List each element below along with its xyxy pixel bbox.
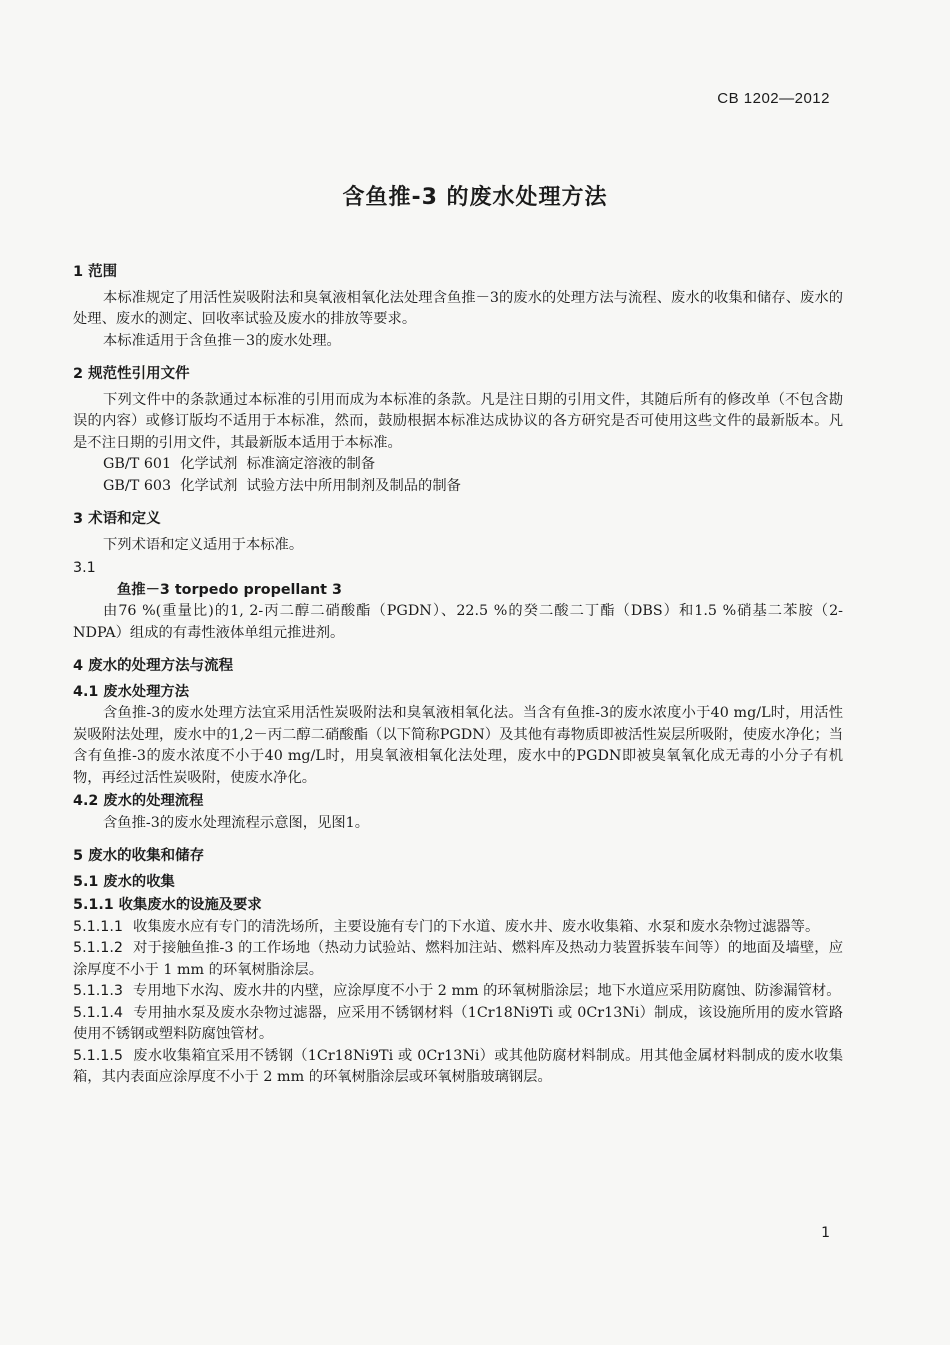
document-body <box>73 256 843 1089</box>
paragraph: 下列术语和定义适用于本标准。 <box>103 536 304 553</box>
clause-number: 5.1.1.1 <box>73 918 124 935</box>
paragraph: 本标准规定了用活性炭吸附法和臭氧液相氧化法处理含鱼推－3的废水的处理方法与流程、废水的收集和储存、废水的处理、废水的测定、回收率试验及废水的排放等要求。 <box>73 289 843 327</box>
reference-item: GB/T 603 化学试剂 试验方法中所用制剂及制品的制备 <box>103 477 461 494</box>
section-4-heading: 4 废水的处理方法与流程 <box>73 658 234 674</box>
standard-code: CB 1202—2012 <box>717 90 830 107</box>
paragraph: 下列文件中的条款通过本标准的引用而成为本标准的条款。凡是注日期的引用文件，其随后所有的修改单（不包含勘误的内容）或修订版均不适用于本标准，然而，鼓励根据本标准达成协议的各方研究是否可使用这些文件的最新版本。凡是不注日期的引用文件，其最新版本适用于本标准。 <box>73 391 843 451</box>
clause-number: 5.1.1.4 <box>73 1004 124 1021</box>
clause-text: 对于接触鱼推-3 的工作场地（热动力试验站、燃料加注站、燃料库及热动力装置拆装车间等）的地面及墙壁，应涂厚度不小于 1 mm 的环氧树脂涂层。 <box>73 940 843 978</box>
section-3-heading: 3 术语和定义 <box>73 511 161 527</box>
clause <box>73 981 843 1003</box>
section-2-heading: 2 规范性引用文件 <box>73 366 190 382</box>
paragraph: 含鱼推-3的废水处理方法宜采用活性炭吸附法和臭氧液相氧化法。当含有鱼推-3的废水浓度小于40 mg/L时，用活性炭吸附法处理，废水中的1,2－丙二醇二硝酸酯（以下简称PGDN）及其他有毒物质即被活性炭层所吸附，使废水净化；当含有鱼推-3的废水浓度不小于40 mg/L时，用臭氧液相氧化法处理，废水中的PGDN即被臭氧氧化成无毒的小分子有机物，再经过活性炭吸附，使废水净化。 <box>73 705 843 786</box>
section-1-heading: 1 范围 <box>73 264 118 280</box>
term-definition: 由76 %(重量比)的1, 2-丙二醇二硝酸酯（PGDN）、22.5 %的癸二酸二丁酯（DBS）和1.5 %硝基二苯胺（2-NDPA）组成的有毒性液体单组元推进剂。 <box>73 603 843 641</box>
page-number: 1 <box>821 1225 830 1241</box>
clause <box>73 1003 843 1046</box>
subsection-heading: 4.1 废水处理方法 <box>73 683 190 700</box>
term-name: 鱼推－3 torpedo propellant 3 <box>117 581 342 598</box>
document-title: 含鱼推-3 的废水处理方法 <box>342 185 608 210</box>
clause-number: 5.1.1.5 <box>73 1047 124 1064</box>
clause <box>73 938 843 981</box>
subsection-heading: 5.1.1 收集废水的设施及要求 <box>73 897 262 913</box>
section-5-heading: 5 废水的收集和储存 <box>73 848 205 864</box>
clause-text: 收集废水应有专门的清洗场所，主要设施有专门的下水道、废水井、废水收集箱、水泵和废水杂物过滤器等。 <box>133 918 820 935</box>
clause-text: 废水收集箱宜采用不锈钢（1Cr18Ni9Ti 或 0Cr13Ni）或其他防腐材料制成。用其他金属材料制成的废水收集箱，其内表面应涂厚度不小于 2 mm 的环氧树脂涂层或环氧树脂玻璃钢层。 <box>73 1047 843 1085</box>
reference-item: GB/T 601 化学试剂 标准滴定溶液的制备 <box>103 456 376 472</box>
subsection-heading: 4.2 废水的处理流程 <box>73 793 204 809</box>
clause-text: 专用地下水沟、废水井的内壁，应涂厚度不小于 2 mm 的环氧树脂涂层；地下水道应采用防腐蚀、防渗漏管材。 <box>133 983 841 999</box>
paragraph: 本标准适用于含鱼推－3的废水处理。 <box>103 332 341 349</box>
term-number: 3.1 <box>73 560 96 576</box>
clause <box>73 917 843 939</box>
clause-number: 5.1.1.2 <box>73 940 124 956</box>
paragraph: 含鱼推-3的废水处理流程示意图，见图1。 <box>103 814 370 831</box>
clause <box>73 1046 843 1089</box>
clause-number: 5.1.1.3 <box>73 983 124 999</box>
clause-text: 专用抽水泵及废水杂物过滤器，应采用不锈钢材料（1Cr18Ni9Ti 或 0Cr13Ni）制成，该设施所用的废水管路使用不锈钢或塑料防腐蚀管材。 <box>73 1004 843 1042</box>
subsection-heading: 5.1 废水的收集 <box>73 873 175 890</box>
